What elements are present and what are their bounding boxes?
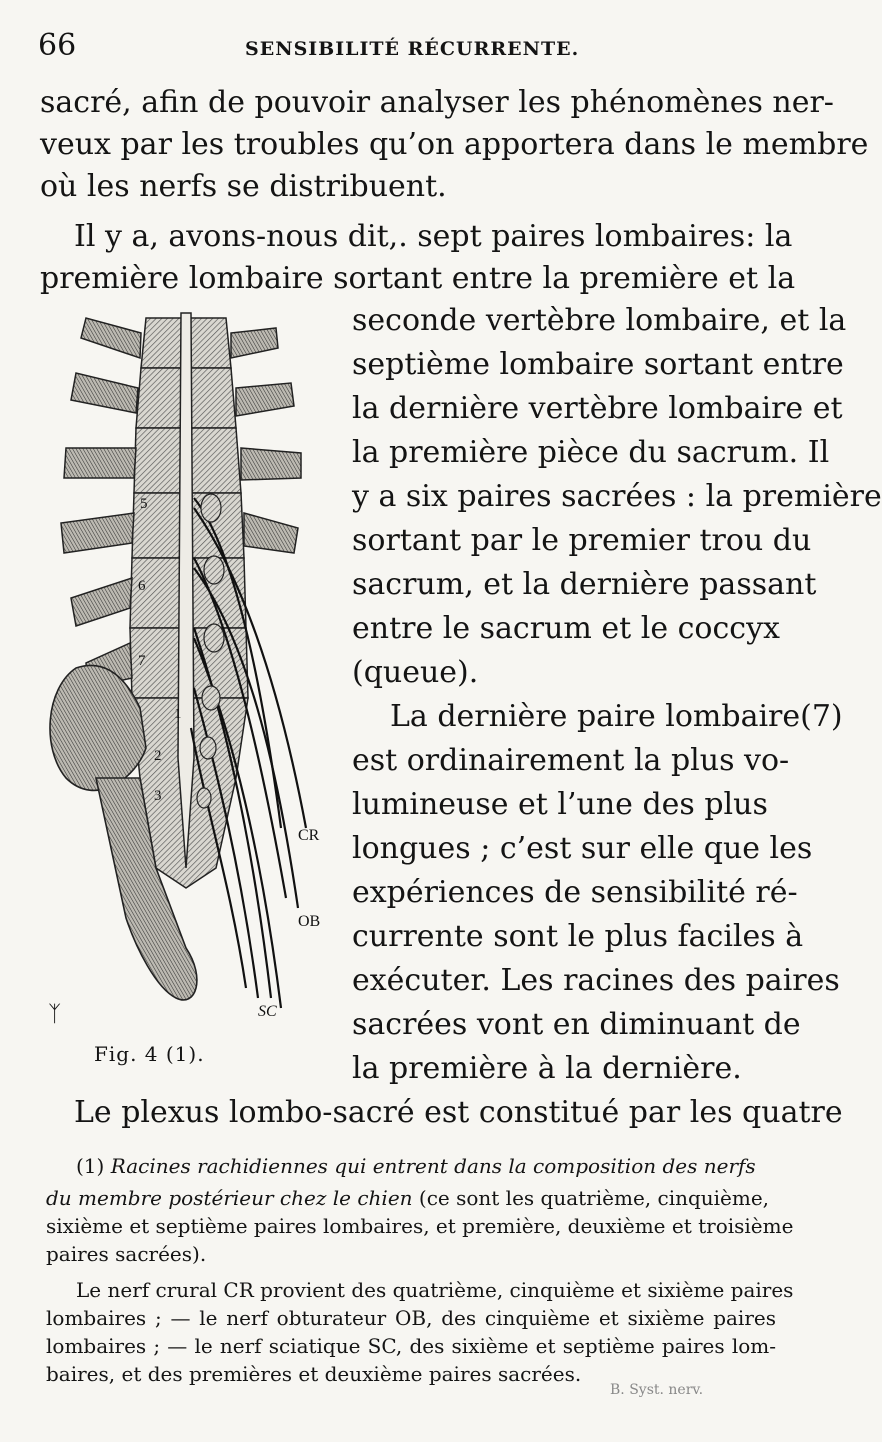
page-number: 66 [38,28,77,63]
text-line: currente sont le plus faciles à [352,919,804,954]
spinal-cord [178,313,194,868]
footnote-line: paires sacrées). [46,1242,207,1266]
footnote-line: Le nerf crural CR provient des quatrième, cinquième et sixième paires [76,1278,794,1302]
text-line: première lombaire sortant entre la première et la [40,261,796,296]
footnote-text: (ce sont les quatrième, cinquième, [412,1186,770,1210]
label-crural-nerve: CR [298,827,320,844]
text-line: exécuter. Les racines des paires [352,963,840,998]
label-vertebra-6: 6 [138,578,146,594]
text-line: sacré, afin de pouvoir analyser les phénomènes ner- [40,85,834,120]
engraver-mark: ᛉ [48,1002,62,1027]
footnote-marker: (1) [76,1154,111,1178]
text-line: veux par les troubles qu’on apportera dans le membre [40,127,869,162]
text-line: la première pièce du sacrum. Il [352,435,830,470]
text-line: seconde vertèbre lombaire, et la [352,303,847,338]
text-line: expériences de sensibilité ré- [352,875,798,910]
signature-mark: B. Syst. nerv. [610,1382,704,1398]
text-line: est ordinairement la plus vo- [352,743,790,778]
text-line: la première à la dernière. [352,1051,742,1086]
text-line: lumineuse et l’une des plus [352,787,768,822]
text-line: sortant par le premier trou du [352,523,812,558]
text-line: sacrées vont en diminuant de [352,1007,801,1042]
footnote-line: sixième et septième paires lombaires, et première, deuxième et troisième [46,1214,794,1238]
spine-nerve-illustration [36,308,356,1028]
label-sacral-3: 3 [154,788,162,804]
running-title: SENSIBILITÉ RÉCURRENTE. [245,38,580,60]
label-vertebra-7: 7 [138,653,146,669]
footnote-italic-text: Racines rachidiennes qui entrent dans la composition des nerfs [110,1154,756,1178]
text-line: où les nerfs se distribuent. [40,169,447,204]
text-line: y a six paires sacrées : la première [352,479,882,514]
label-sacral-1: 1 [174,706,182,722]
text-line: la dernière vertèbre lombaire et [352,391,843,426]
text-line: longues ; c’est sur elle que les [352,831,813,866]
text-line: entre le sacrum et le coccyx [352,611,780,646]
text-line: Le plexus lombo-sacré est constitué par les quatre [74,1095,843,1130]
footnote-line [46,1188,769,1208]
label-obturator-nerve: OB [298,913,321,930]
footnote-line: baires, et des premières et deuxième paires sacrées. [46,1362,582,1386]
text-line: sacrum, et la dernière passant [352,567,817,602]
footnote-line: lombaires ; — le nerf sciatique SC, des sixième et septième paires lom- [46,1334,776,1358]
figure-caption: Fig. 4 (1). [94,1042,205,1066]
footnote-line [76,1156,756,1176]
label-vertebra-5: 5 [140,496,148,512]
footnote-italic-text: du membre postérieur chez le chien [46,1186,413,1210]
text-line: La dernière paire lombaire(7) [390,699,843,734]
text-line: septième lombaire sortant entre [352,347,844,382]
label-sacral-2: 2 [154,748,162,764]
footnote-line: lombaires ; — le nerf obturateur OB, des cinquième et sixième paires [46,1306,776,1330]
text-line: Il y a, avons-nous dit,. sept paires lombaires: la [74,219,793,254]
text-line: (queue). [352,655,479,690]
label-sciatic-nerve: SC [258,1003,277,1020]
